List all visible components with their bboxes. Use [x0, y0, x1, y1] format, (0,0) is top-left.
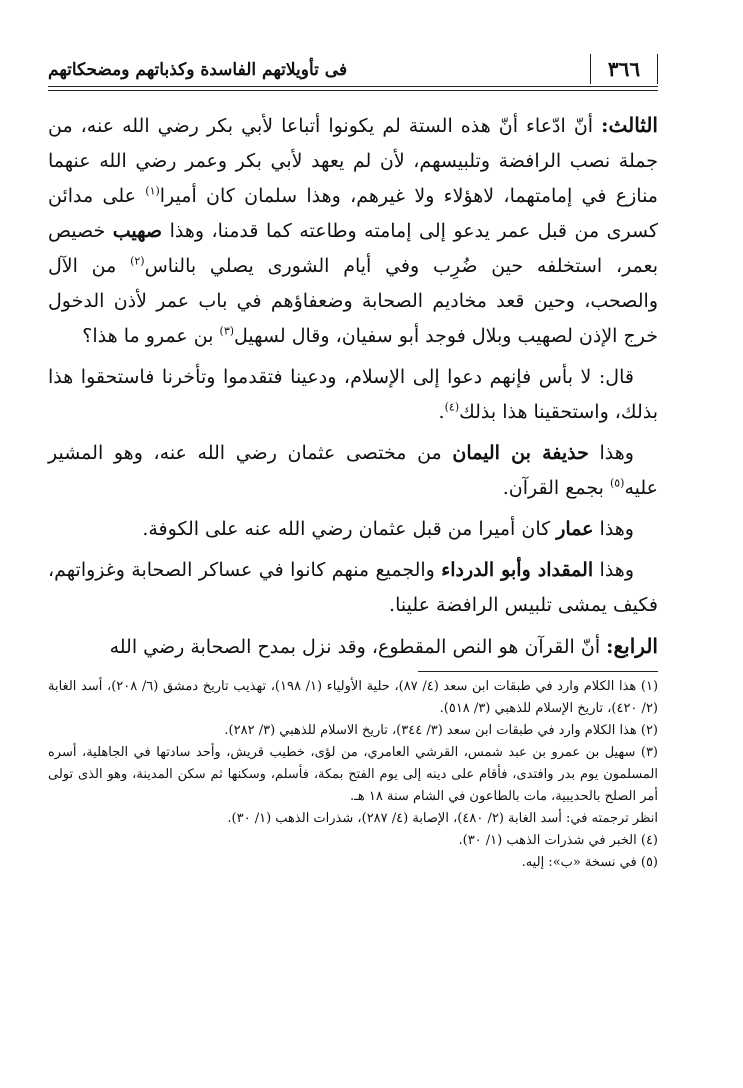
text-segment: أنّ القرآن هو النص المقطوع، وقد نزل بمدح الصحابة رضي الله: [109, 636, 607, 658]
footnote-marker-1: (١): [145, 184, 160, 198]
paragraph-hudhayfa: [48, 436, 658, 506]
footnote-marker-2: (٢): [130, 254, 145, 268]
footnote-2: (٢) هذا الكلام وارد في طبقات ابن سعد (٣/ ٣٤٤)، تاريخ الاسلام للذهبي (٣/ ٢٨٢).: [224, 723, 658, 738]
text-segment: وهذا: [593, 518, 634, 540]
paragraph-third-point: [48, 108, 658, 354]
footnote-1: (١) هذا الكلام وارد في طبقات ابن سعد (٤/ ٨٧)، حلية الأولياء (١/ ١٩٨)، تهذيب تاريخ دمشق (٦/ ٢٠٨)، أسد الغابة (٢/ ٤٢٠)، تاريخ الإسلام للذهبي (٣/ ٥١٨).: [48, 679, 659, 716]
text-segment: قال: لا بأس فإنهم دعوا إلى الإسلام، ودعينا فتقدموا وتأخرنا فاستحقوا هذا بذلك، واستحقينا هذا بذلك: [48, 366, 658, 423]
footnote-5: (٥) في نسخة «ب»: إليه.: [521, 855, 658, 870]
point-label-fourth: الرابع:: [606, 634, 658, 658]
footnote-marker-5: (٥): [609, 476, 625, 490]
running-title: فى تأويلاتهم الفاسدة وكذباتهم ومضحكاتهم: [48, 60, 348, 80]
name-hudhayfa: حذيفة بن اليمان: [452, 442, 589, 464]
text-segment: وهذا: [593, 559, 634, 581]
header-rule-secondary: [48, 90, 658, 91]
page-header: [48, 48, 658, 92]
footnote-separator: [418, 671, 658, 672]
name-suhaib: صهيب: [112, 220, 163, 242]
text-segment: خصيص بعمر، استخلفه حين ضُرِب وفي أيام الشورى يصلي بالناس: [48, 220, 658, 277]
text-segment: أنّ ادّعاء أنّ هذه الستة لم يكونوا أتباعا لأبي بكر رضي الله عنه، من جملة نصب الرافضة وتلبيسهم، لأن لم يعهد لأبي بكر وعمر رضي الله عنهما منازع في إمامتهما، لاهؤلاء ولا غيرهم، وهذا سلمان كان أميرا: [48, 115, 658, 207]
text-segment: بجمع القرآن.: [502, 477, 610, 499]
paragraph-ammar: [48, 512, 658, 547]
name-ammar: عمار: [556, 518, 594, 540]
footnote-4: (٤) الخبر في شذرات الذهب (١/ ٣٠).: [458, 833, 658, 848]
footnote-3: (٣) سهيل بن عمرو بن عبد شمس، القرشي العامري، من لؤى، خطيب قريش، وأحد سادتها في الجاهلية، أسره المسلمون يوم بدر وافتدى، فأقام على دينه إلى يوم الفتح بمكة، فأسلم، وسكنها ثم سكن المدينة، وهو الذى تولى أمر الصلح بالحديبية، مات بالطاعون في الشام سنة ١٨ هـ.: [48, 745, 658, 804]
footnote-3-sources: انظر ترجمته في: أسد الغابة (٢/ ٤٨٠)، الإصابة (٤/ ٢٨٧)، شذرات الذهب (١/ ٣٠).: [227, 811, 658, 826]
text-segment: كان أميرا من قبل عثمان رضي الله عنه على الكوفة.: [142, 518, 557, 540]
text-segment: وهذا: [588, 442, 634, 464]
footnote-marker-4: (٤): [444, 400, 460, 414]
text-segment: والجميع منهم كانوا في عساكر الصحابة وغزواتهم، فكيف يمشى تلبيس الرافضة علينا.: [48, 559, 658, 616]
main-text: [48, 108, 658, 665]
book-page: [48, 48, 658, 874]
name-miqdad-abu-darda: المقداد وأبو الدرداء: [441, 559, 594, 581]
paragraph-fourth-point: [48, 629, 658, 665]
text-segment: على مدائن كسرى من قبل عمر يدعو إلى إمامته وطاعته كما قدمنا، وهذا: [48, 185, 658, 242]
text-segment: من مختصى عثمان رضي الله عنه، وهو المشير عليه: [48, 442, 658, 499]
paragraph-miqdad: [48, 553, 658, 623]
point-label-third: الثالث:: [601, 113, 658, 137]
header-rule: [48, 86, 658, 87]
text-segment: .: [438, 401, 445, 423]
text-segment: بن عمرو ما هذا؟: [82, 325, 220, 347]
footnotes: [48, 676, 658, 874]
text-segment: من الآل والصحب، وحين قعد مخاديم الصحابة وضعفاؤهم في باب عمر لأذن الدخول خرج الإذن لصهيب وبلال فوجد أبو سفيان، وقال لسهيل: [48, 255, 658, 347]
footnote-marker-3: (٣): [219, 324, 235, 338]
page-number: ٣٦٦: [590, 54, 658, 84]
paragraph-reply: [48, 360, 658, 430]
